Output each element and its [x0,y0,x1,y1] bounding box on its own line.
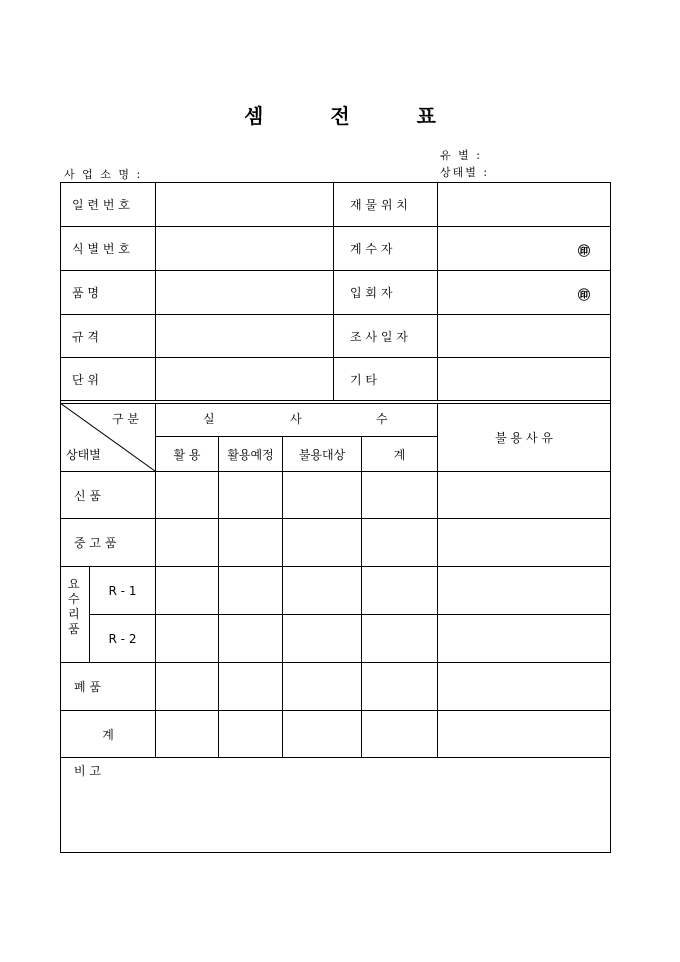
unit-label: 단 위 [72,372,99,387]
frame-bottom [60,852,611,853]
site-name-label: 사 업 소 명 : [64,168,143,181]
row-used: 중 고 품 [74,536,117,550]
frame-top [60,182,611,183]
counter-seal: ㊞ [578,244,591,258]
rule [60,314,611,315]
header-total: 계 [393,447,406,462]
id-number-label: 식 별 번 호 [72,242,130,256]
row-scrap: 폐 품 [74,680,101,694]
rule [60,518,611,519]
rule [60,226,611,227]
title-char-1: 셈 [244,104,264,128]
rule [60,400,611,401]
rule [89,614,611,615]
witness-label: 입 회 자 [350,286,393,300]
corner-status-label: 상태별 [66,448,101,462]
remarks-label: 비 고 [74,764,101,778]
repair-char: 수 [68,592,80,606]
survey-date-label: 조 사 일 자 [350,329,408,344]
row-new: 신 품 [74,488,101,503]
rule [60,662,611,663]
row-total: 계 [102,727,114,742]
disposal-reason-header: 불 용 사 유 [495,431,553,445]
counter-label: 계 수 자 [350,242,393,256]
asset-location-label: 재 물 위 치 [350,198,408,212]
rule [60,757,611,758]
header-planned-use: 활용예정 [227,447,274,462]
repair-char: 요 [68,577,80,591]
witness-seal: ㊞ [578,288,591,302]
row-r2: R - 2 [108,631,137,646]
repair-char: 리 [68,607,80,621]
repair-char: 품 [68,622,80,636]
serial-number-label: 일 련 번 호 [72,198,130,212]
rule [333,182,334,401]
repair-group-label [68,577,80,637]
rule [60,270,611,271]
document-title [0,100,680,129]
rule [437,182,438,401]
spec-label: 규 격 [72,329,99,344]
rule [60,357,611,358]
actual-count-char-2: 사 [290,412,302,426]
item-name-label: 품 명 [72,286,99,300]
header-use: 활 용 [173,447,201,462]
rule [155,182,156,401]
rule [60,471,611,472]
actual-count-char-3: 수 [376,412,388,426]
header-disposal-target: 불용대상 [298,447,346,462]
title-char-3: 표 [416,104,436,128]
status-label: 상태별 : [440,166,490,179]
type-label: 유 별 : [440,149,482,162]
other-label: 기 타 [350,372,377,387]
row-r1: R - 1 [108,583,137,598]
title-char-2: 전 [330,104,350,128]
corner-category-label: 구 분 [112,412,139,426]
actual-count-char-1: 실 [203,412,215,426]
